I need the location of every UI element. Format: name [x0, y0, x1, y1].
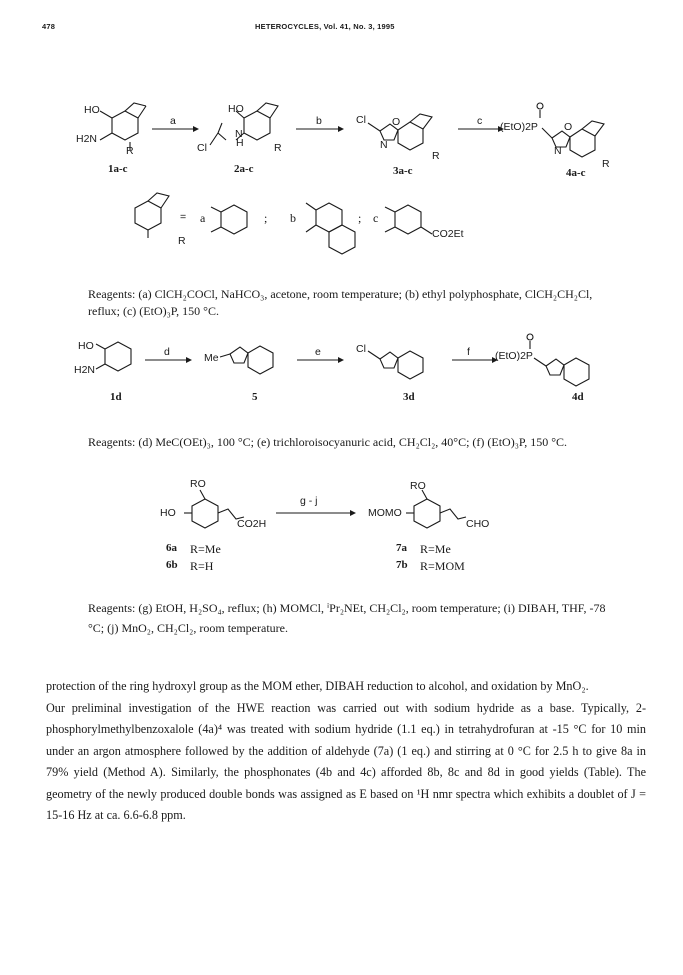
- atom-label-me: Me: [204, 352, 219, 364]
- structure-5: [220, 346, 273, 374]
- atom-label-h2n: H2N: [74, 364, 96, 376]
- structure-1d: [96, 342, 131, 371]
- substituent-definition: R=MOM: [420, 559, 465, 573]
- structure-1a-c: [100, 103, 146, 150]
- atom-label-ho: HO: [228, 103, 244, 115]
- definition-separator: ;: [264, 211, 268, 225]
- arrow-label-b: b: [316, 115, 322, 127]
- atom-label-r: R: [602, 158, 610, 170]
- atom-label-h2n: H2N: [76, 133, 98, 145]
- atom-label-ro: RO: [410, 480, 426, 492]
- structure-4d: [527, 334, 589, 386]
- compound-label-1d: 1d: [110, 391, 122, 403]
- compound-label-4a-c: 4a-c: [566, 167, 586, 179]
- reagents-caption-1: Reagents: (a) ClCH₂COCl, NaHCO₃, acetone, room temperature; (b) ethyl polyphosphate, ClCH₂CH₂Cl, reflux; (c) (EtO)₃P, 150 °C.: [88, 287, 593, 318]
- atom-label-eto2p: (EtO)2P: [500, 121, 538, 133]
- reagents-caption-3: Reagents: (g) EtOH, H₂SO₄, reflux; (h) MOMCl, ⁱPr₂NEt, CH₂Cl₂, room temperature; (i) DIBAH, THF, -78 °C; (j) MnO₂, CH₂Cl₂, room temperature.: [88, 601, 606, 635]
- atom-label-ho: HO: [78, 340, 94, 352]
- atom-label-r: R: [274, 142, 282, 154]
- substituent-co2et: CO2Et: [432, 228, 464, 240]
- atom-label-n: N: [380, 139, 388, 151]
- atom-label-r: R: [126, 145, 134, 157]
- structure-7: [406, 490, 466, 528]
- arrow-label-f: f: [467, 346, 470, 358]
- running-header: HETEROCYCLES, Vol. 41, No. 3, 1995: [255, 22, 395, 31]
- atom-label-ho: HO: [84, 104, 100, 116]
- atom-label-n: N: [235, 128, 243, 140]
- definition-label-b: b: [290, 211, 296, 225]
- atom-label-cl: Cl: [197, 142, 207, 154]
- arrow-label-e: e: [315, 346, 321, 358]
- atom-label-ho: HO: [160, 507, 176, 519]
- definition-label-a: a: [200, 211, 206, 225]
- atom-label-o: O: [392, 116, 401, 128]
- atom-label-cl: Cl: [356, 343, 366, 355]
- paragraph: Our preliminal investigation of the HWE reaction was carried out with sodium hydride as a base. Typically, 2-phosphorylmethylbenzoxalole (4a)⁴ was treated with sodium hydride (1.1 eq.) in tetrahydrofuran at -15 °C for 10 min under an argon atmosphere followed by the addition of aldehyde (7a) (1 eq.) and stirring at 0 °C for 2.5 h to give 8a in 79% yield (Method A). Similarly, the phosphonates (4b and 4c) afforded 8b, 8c and 8d in good yields (Table). The geometry of the newly produced double bonds was assigned as E based on ¹H nmr spectra which exhibits a doublet of J = 15-16 Hz at ca. 6.6-6.8 ppm.: [46, 700, 646, 822]
- arrow-label-c: c: [477, 115, 483, 127]
- compound-label-2a-c: 2a-c: [234, 163, 254, 175]
- paragraph: protection of the ring hydroxyl group as the MOM ether, DIBAH reduction to alcohol, and oxidation by MnO₂.: [46, 679, 589, 693]
- atom-label-ro: RO: [190, 478, 206, 490]
- structure-2a-c: [210, 103, 278, 145]
- atom-label-o: O: [564, 121, 573, 133]
- structure-3d: [368, 351, 423, 379]
- arrow-label-a: a: [170, 115, 176, 127]
- substituent-co2h: CO2H: [237, 518, 267, 530]
- definition-separator: ;: [358, 211, 362, 225]
- definition-equals: =: [180, 211, 187, 223]
- compound-label-6a: 6a: [166, 542, 177, 554]
- definition-label-c: c: [373, 211, 379, 225]
- atom-label-n: N: [554, 145, 562, 157]
- body-text: [46, 676, 646, 827]
- compound-label-3a-c: 3a-c: [393, 165, 413, 177]
- arrow-label-d: d: [164, 346, 170, 358]
- atom-label-h: H: [236, 137, 244, 149]
- atom-label-r: R: [178, 235, 186, 247]
- compound-label-3d: 3d: [403, 391, 415, 403]
- compound-label-4d: 4d: [572, 391, 584, 403]
- compound-label-7a: 7a: [396, 542, 407, 554]
- substituent-definition: R=H: [190, 559, 214, 573]
- compound-label-7b: 7b: [396, 559, 408, 571]
- arrow-label-g-j: g - j: [300, 495, 318, 507]
- compound-label-1a-c: 1a-c: [108, 163, 128, 175]
- reagents-caption-2: Reagents: (d) MeC(OEt)₃, 100 °C; (e) trichloroisocyanuric acid, CH₂Cl₂, 40°C; (f) (EtO)₃P, 150 °C.: [88, 435, 568, 449]
- atom-label-cl: Cl: [356, 114, 366, 126]
- substituent-cho: CHO: [466, 518, 490, 530]
- substituent-definition: R=Me: [420, 542, 451, 556]
- structure-6: [184, 490, 244, 528]
- substituent-definition: R=Me: [190, 542, 221, 556]
- atom-label-r: R: [432, 150, 440, 162]
- atom-label-eto2p: (EtO)2P: [495, 350, 533, 362]
- compound-label-6b: 6b: [166, 559, 178, 571]
- atom-label-momo: MOMO: [368, 507, 402, 519]
- compound-label-5: 5: [252, 391, 258, 403]
- page-number: 478: [42, 22, 56, 31]
